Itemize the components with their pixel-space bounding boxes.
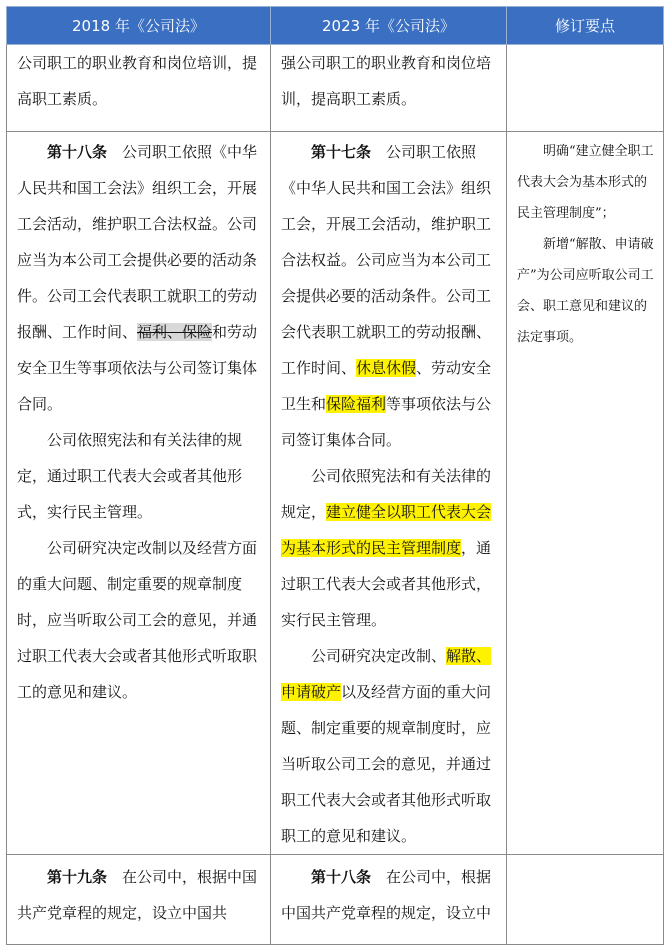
article-number: 第十七条 [311, 143, 372, 161]
text-run: 公司依照宪法和有关法律的规定， [281, 467, 492, 521]
paragraph [281, 638, 500, 854]
text-run: 公司职工依照《中华人民共和国工会法》组织工会，开展工会活动，维护职工合法权益。公司应当为本公司工会提供必要的活动条件。公司工会代表职工就职工的劳动报酬、工作时间、 [281, 143, 492, 377]
paragraph [17, 859, 264, 931]
header-2023-law: 2023 年《公司法》 [271, 7, 507, 45]
deleted-text: 福利、保险 [137, 323, 213, 341]
text-run: ，通过职工代表大会或者其他形式，实行民主管理。 [281, 539, 492, 629]
paragraph [17, 134, 264, 422]
text-run: 、劳动安全卫生和 [281, 359, 492, 413]
paragraph: 公司职工的职业教育和岗位培训，提高职工素质。 [17, 54, 258, 108]
paragraph [281, 859, 500, 931]
article-number: 第十八条 [311, 868, 372, 886]
cell-2018-text [7, 132, 271, 855]
highlighted-text: 建立健全以职工代表大会为基本形式的民主管理制度 [281, 503, 492, 557]
text-run: 和劳动安全卫生等事项依法与公司签订集体合同。 [17, 323, 258, 413]
cell-notes [507, 855, 664, 945]
revision-note: 新增“解散、申请破产”为公司应听取公司工会、职工意见和建议的法定事项。 [517, 237, 654, 345]
text-run: 等事项依法与公司签订集体合同。 [281, 395, 492, 449]
article-number: 第十九条 [47, 868, 108, 886]
highlighted-text: 保险福利 [326, 395, 387, 413]
header-2018-law: 2018 年《公司法》 [7, 7, 271, 45]
paragraph: 公司研究决定改制以及经营方面的重大问题、制定重要的规章制度时，应当听取公司工会的意见，并通过职工代表大会或者其他形式听取职工的意见和建议。 [17, 539, 258, 701]
cell-2023-text [271, 132, 507, 855]
cell-2018-text [7, 855, 271, 945]
table-row [7, 45, 664, 132]
text-run: 公司研究决定改制、 [311, 647, 447, 665]
text-run: 在公司中，根据中国共产党章程的规定，设立中国共 [17, 868, 258, 922]
table-row [7, 132, 664, 855]
text-run: 公司职工依照《中华人民共和国工会法》组织工会，开展工会活动，维护职工合法权益。公司应当为本公司工会提供必要的活动条件。公司工会代表职工就职工的劳动报酬、工作时间、 [17, 143, 258, 341]
paragraph [281, 458, 500, 638]
cell-2023-text [271, 855, 507, 945]
highlighted-text: 休息休假 [356, 359, 417, 377]
paragraph [281, 134, 500, 458]
text-run: 在公司中，根据中国共产党章程的规定，设立中 [281, 868, 492, 922]
table-row [7, 855, 664, 945]
law-comparison-table [6, 6, 664, 945]
text-run: 以及经营方面的重大问题、制定重要的规章制度时，应当听取公司工会的意见，并通过职工代表大会或者其他形式听取职工的意见和建议。 [281, 683, 492, 845]
cell-2023-text [271, 45, 507, 132]
cell-2018-text [7, 45, 271, 132]
paragraph: 强公司职工的职业教育和岗位培训，提高职工素质。 [281, 54, 492, 108]
highlighted-text: 解散、申请破产 [281, 647, 492, 701]
paragraph: 公司依照宪法和有关法律的规定，通过职工代表大会或者其他形式，实行民主管理。 [17, 431, 243, 521]
revision-note: 明确“建立健全职工代表大会为基本形式的民主管理制度”； [517, 144, 654, 221]
cell-notes [507, 45, 664, 132]
header-revision-notes: 修订要点 [507, 7, 664, 45]
article-number: 第十八条 [47, 143, 108, 161]
cell-notes [507, 132, 664, 855]
table-header-row [7, 7, 664, 45]
